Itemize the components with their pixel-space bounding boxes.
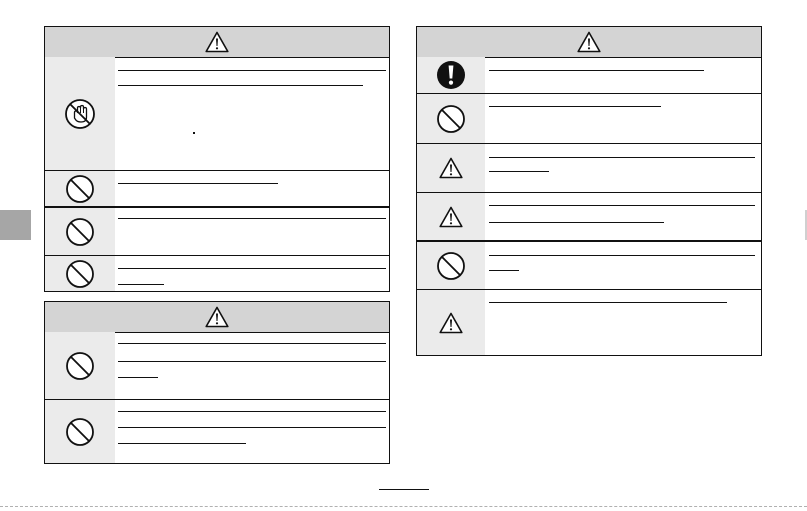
warning-triangle-icon — [577, 31, 601, 53]
icon-cell — [417, 290, 485, 355]
text-cell — [485, 290, 761, 355]
text-cell — [115, 208, 389, 255]
prohibition-circle-icon — [65, 259, 95, 289]
warning-triangle-icon — [205, 31, 229, 53]
icon-cell — [417, 94, 485, 143]
warning-row — [45, 57, 389, 170]
text-cell — [115, 332, 389, 399]
chapter-side-tab — [0, 210, 31, 240]
warning-row — [417, 143, 761, 192]
panel-header — [417, 27, 761, 58]
icon-cell — [45, 208, 115, 255]
bottom-trim-line — [0, 506, 807, 507]
warning-row — [45, 332, 389, 399]
icon-cell — [417, 144, 485, 192]
do-not-touch-icon — [64, 98, 96, 130]
icon-cell — [417, 193, 485, 240]
text-cell — [485, 144, 761, 192]
warning-row — [45, 170, 389, 206]
prohibition-circle-icon — [65, 217, 95, 247]
mandatory-action-icon — [436, 60, 466, 90]
warning-row — [417, 289, 761, 355]
text-cell — [115, 57, 389, 170]
prohibition-circle-icon — [65, 417, 95, 447]
warning-row — [45, 206, 389, 255]
icon-cell — [417, 57, 485, 93]
panel-header — [45, 302, 389, 333]
warning-row — [417, 192, 761, 240]
warning-row — [417, 240, 761, 289]
text-cell — [485, 193, 761, 240]
icon-cell — [45, 256, 115, 291]
warning-row — [417, 57, 761, 93]
text-cell — [485, 94, 761, 143]
warning-panel-right — [416, 26, 762, 356]
warning-triangle-icon — [205, 306, 229, 328]
warning-triangle-icon — [439, 206, 463, 228]
warning-panel-left-bottom — [44, 301, 390, 464]
icon-cell — [417, 242, 485, 289]
prohibition-circle-icon — [436, 104, 466, 134]
warning-row — [45, 255, 389, 291]
text-cell — [485, 242, 761, 289]
panel-header — [45, 27, 389, 58]
warning-row — [417, 93, 761, 143]
icon-cell — [45, 332, 115, 399]
prohibition-circle-icon — [436, 251, 466, 281]
warning-triangle-icon — [439, 312, 463, 334]
warning-panel-left-top — [44, 26, 390, 292]
prohibition-circle-icon — [65, 174, 95, 204]
prohibition-circle-icon — [65, 351, 95, 381]
page-number-underline — [379, 489, 429, 490]
warning-row — [45, 399, 389, 463]
icon-cell — [45, 171, 115, 206]
icon-cell — [45, 57, 115, 170]
warning-triangle-icon — [439, 157, 463, 179]
text-cell — [485, 57, 761, 93]
icon-cell — [45, 400, 115, 463]
text-cell — [115, 256, 389, 291]
text-cell — [115, 400, 389, 463]
text-cell — [115, 171, 389, 206]
